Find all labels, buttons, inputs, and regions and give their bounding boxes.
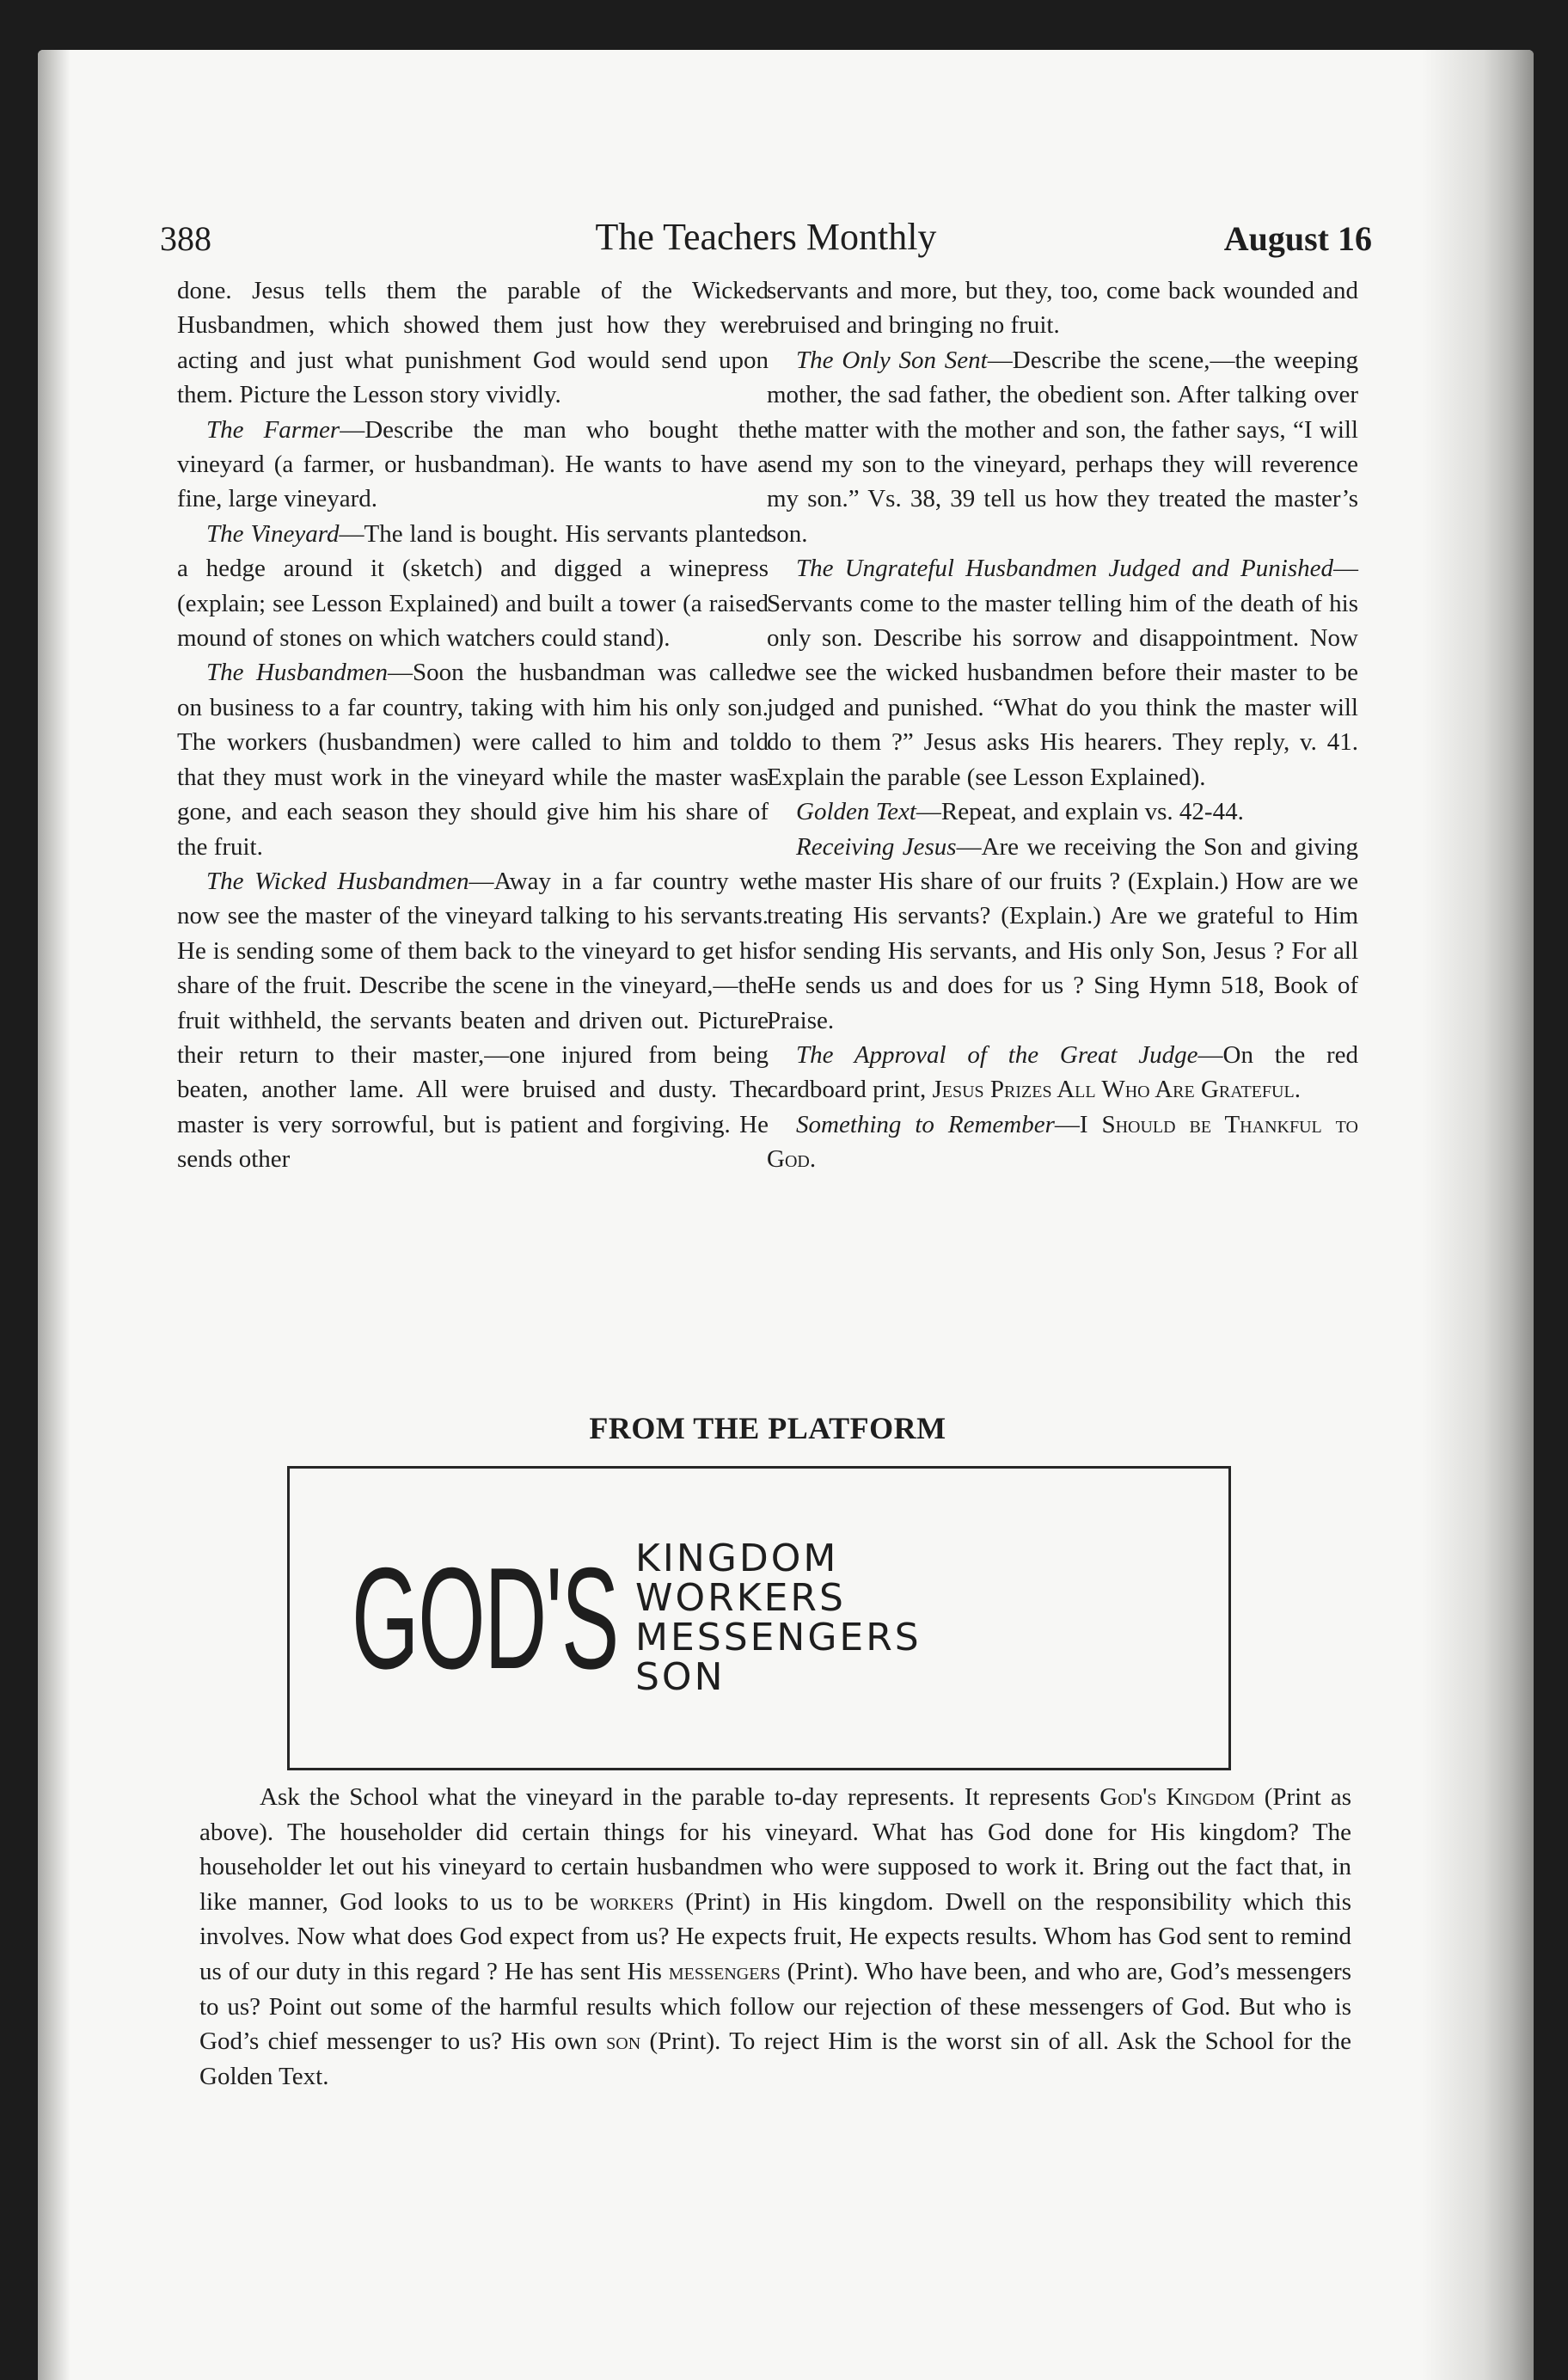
paragraph-text: —Describe the scene,—the weeping mother, the sad father, the obedient son. After talking over the matter with the mother and son, the father says, “I will send my son to the vineyard, perhaps they will reverence my son.” Vs. 38, 39 tell us how they treated the master’s son. <box>767 346 1358 548</box>
paragraph-text: —Describe the man who bought the vineyard (a farmer, or husbandman). He wants to have a fine, large vineyard. <box>177 415 769 513</box>
paragraph-heading: Golden Text <box>796 798 916 826</box>
paragraph-text: —On the red cardboard print, <box>767 1040 1359 1104</box>
board-word: WORKERS <box>635 1576 846 1620</box>
small-caps-text: workers <box>590 1887 674 1916</box>
paragraph <box>767 551 1358 794</box>
small-caps-text: Jesus Prizes All Who Are Grateful. <box>932 1076 1301 1104</box>
paragraph-text: —Away in a far country we now see the master of the vineyard talking to his servants. He is sending some of them back to the vineyard to get his share of the fruit. Describe the scene in the vineyard,—the fruit withheld, the servants beaten and driven out. Picture their return to their master,—one injured from being beaten, another lame. All were bruised and dusty. The master is very sorrowful, but is patient and forgiving. He sends other <box>177 867 769 1174</box>
page-header <box>160 199 1372 268</box>
paragraph <box>177 655 769 863</box>
paragraph-text: done. Jesus tells them the parable of the Wicked Husbandmen, which showed them just how they were acting and just what punishment God would send upon them. Picture the Lesson story vividly. <box>177 277 769 409</box>
paragraph-heading: Something to Remember <box>796 1110 1055 1138</box>
paragraph <box>767 794 1358 829</box>
right-column <box>767 273 1358 1177</box>
paragraph-heading: Receiving Jesus <box>796 832 957 861</box>
small-caps-text: messengers <box>668 1957 781 1985</box>
paragraph <box>177 273 769 413</box>
board-big-word: GOD'S <box>352 1537 619 1699</box>
board-word-list <box>635 1539 922 1697</box>
paragraph <box>177 864 769 1177</box>
paragraph-text: servants and more, but they, too, come back wounded and bruised and bringing no fruit. <box>767 277 1358 340</box>
paragraph-text: —The land is bought. His servants planted a hedge around it (sketch) and digged a winepress (explain; see Lesson Explained) and built a tower (a raised mound of stones on which watchers could stand). <box>177 519 769 653</box>
paragraph-heading: The Farmer <box>206 415 340 444</box>
small-caps-text: I Should be Thankful to God. <box>767 1110 1358 1174</box>
blackboard-diagram <box>287 1466 1231 1770</box>
paragraph <box>767 1107 1358 1177</box>
paragraph-heading: The Vineyard <box>206 519 340 548</box>
small-caps-text: God's Kingdom <box>1099 1783 1255 1811</box>
paragraph-text: (Print). Who have been, and who are, God’s messengers to us? Point out some of the harmful results which follow our rejection of these messengers of God. But who is God’s chief messenger to us? His own <box>199 1957 1351 2056</box>
paragraph-text: (Print) in His kingdom. Dwell on the responsibility which this involves. Now what does God expect from us? He expects fruit, He expects results. Whom has God sent to remind us of our duty in this regard ? He has sent His <box>199 1887 1351 1985</box>
paragraph-text: (Print). To reject Him is the worst sin of all. Ask the School for the Golden Text. <box>199 2027 1351 2090</box>
paragraph-text: —Servants come to the master telling him of the death of his only son. Describe his sorrow and disappointment. Now we see the wicked husbandmen before their master to be judged and punished. “What do you think the master will do to them ?” Jesus asks His hearers. They reply, v. 41. Explain the parable (see Lesson Explained). <box>767 555 1358 791</box>
journal-title: The Teachers Monthly <box>595 216 937 258</box>
board-word: KINGDOM <box>635 1537 839 1580</box>
paragraph-text: (Print as above). The householder did certain things for his vineyard. What has God done for His kingdom? The householder let out his vineyard to certain husbandmen who were supposed to work it. Bring out the fact that, in like manner, God looks to us to be <box>199 1783 1352 1916</box>
paragraph-text: —Soon the husbandman was called on business to a far country, taking with him his only son. The workers (husbandmen) were called to him and told that they must work in the vineyard while the master was gone, and each season they should give him his share of the fruit. <box>177 659 769 861</box>
board-word: MESSENGERS <box>635 1616 922 1659</box>
paragraph <box>767 1038 1358 1107</box>
paragraph-heading: The Wicked Husbandmen <box>206 867 469 895</box>
paragraph-text: — <box>1054 1110 1080 1138</box>
paragraph <box>177 413 769 517</box>
left-column <box>177 273 769 1177</box>
paragraph <box>177 517 769 656</box>
paragraph <box>767 830 1358 1038</box>
board-word: SON <box>635 1655 726 1699</box>
paragraph-heading: The Approval of the Great Judge <box>796 1040 1198 1069</box>
page-binding-shadow <box>38 50 70 2380</box>
issue-date: August 16 <box>1223 219 1372 258</box>
paragraph <box>767 273 1358 343</box>
page-edge-shadow <box>1422 50 1534 2380</box>
section-title: FROM THE PLATFORM <box>589 1411 946 1445</box>
small-caps-text: son <box>606 2027 641 2056</box>
paragraph-heading: The Only Son Sent <box>796 346 988 374</box>
paragraph-text: Ask the School what the vineyard in the parable to-day represents. It represents <box>260 1783 1100 1811</box>
platform-paragraph <box>199 1780 1351 2094</box>
paragraph-heading: The Ungrateful Husbandmen Judged and Punished <box>796 555 1333 583</box>
page-number: 388 <box>160 219 211 258</box>
paragraph-text: —Are we receiving the Son and giving the master His share of our fruits ? (Explain.) How are we treating His servants? (Explain.) Are we grateful to Him for sending His servants, and His only Son, Jesus ? For all He sends us and does for us ? Sing Hymn 518, Book of Praise. <box>767 832 1358 1034</box>
paragraph-heading: The Husbandmen <box>206 659 389 687</box>
paragraph-text: —Repeat, and explain vs. 42-44. <box>916 798 1244 826</box>
paragraph <box>767 343 1358 551</box>
